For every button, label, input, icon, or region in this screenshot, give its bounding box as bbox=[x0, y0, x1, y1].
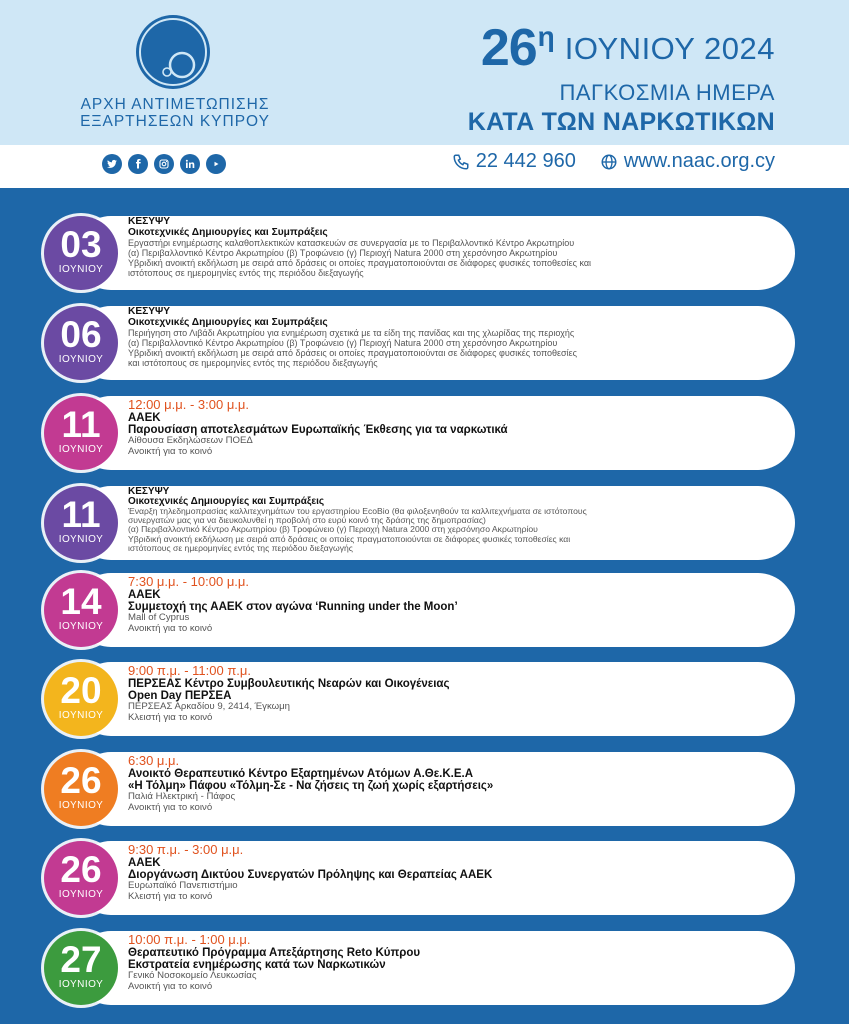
event-detail: (α) Περιβαλλοντικό Κέντρο Ακρωτηρίου (β) Τροφώνειο (γ) Περιοχή Natura 2000 στη χερσόνησο Ακρωτηρίου bbox=[128, 524, 538, 535]
linkedin-icon[interactable] bbox=[180, 154, 200, 174]
event-content bbox=[128, 306, 755, 381]
date-badge bbox=[44, 306, 118, 380]
event-detail: συνεργατών μας για να διευκολυνθεί η προβολή στο ευρύ κοινό της δράσης της δημοπρασίας) bbox=[128, 515, 486, 526]
event-detail: Αίθουσα Εκδηλώσεων ΠΟΕΔ bbox=[128, 435, 253, 446]
phone-number[interactable]: 22 442 960 bbox=[475, 150, 576, 172]
event-headline: Διοργάνωση Δικτύου Συνεργατών Πρόληψης και Θεραπείας ΑΑΕΚ bbox=[128, 869, 493, 881]
event-detail: Κλειστή για το κοινό bbox=[128, 711, 213, 723]
event-detail: Έναρξη τηλεδημοπρασίας καλλιτεχνημάτων του εργαστηρίου EcoBio (θα φιλοξενηθούν τα καλλιτεχνήματα σε ιστότοπους bbox=[128, 506, 587, 516]
event-detail: Υβριδική ανοικτή εκδήλωση με σειρά από δράσεις οι οποίες πραγματοποιούνται σε διάφορες φυσικές τοποθεσίες και bbox=[128, 258, 592, 268]
event-content bbox=[128, 216, 755, 291]
event-organizer: ΚΕΣΥΨΥ bbox=[128, 216, 171, 227]
date-badge-day: 11 bbox=[61, 494, 101, 535]
date-month-year: ΙΟΥΝΙΟΥ 2024 bbox=[564, 31, 775, 66]
event-organizer: ΠΕΡΣΕΑΣ Κέντρο Συμβουλευτικής Νεαρών και Οικογένειας bbox=[128, 678, 450, 690]
event-headline: Οικοτεχνικές Δημιουργίες και Συμπράξεις bbox=[128, 316, 328, 328]
event-detail: Ανοικτή για το κοινό bbox=[128, 445, 213, 457]
organization-name bbox=[60, 96, 290, 130]
event-row bbox=[44, 841, 795, 915]
event-detail: Κλειστή για το κοινό bbox=[128, 890, 213, 902]
date-badge bbox=[44, 752, 118, 826]
website-link[interactable]: www.naac.org.cy bbox=[623, 150, 775, 172]
date-badge-month: ΙΟΥΝΙΟΥ bbox=[58, 800, 104, 811]
event-detail: Mall of Cyprus bbox=[128, 612, 190, 623]
event-detail: Υβριδική ανοικτή εκδήλωση με σειρά από δράσεις οι οποίες πραγματοποιούνται σε διάφορες φυσικές τοποθεσίες bbox=[128, 348, 577, 358]
event-detail: Περιήγηση στο Λιβάδι Ακρωτηρίου για ενημέρωση σχετικά με τα είδη της πανίδας και της χλωρίδας της περιοχής bbox=[128, 328, 575, 338]
event-content bbox=[128, 486, 755, 561]
event-time: 9:00 π.μ. - 11:00 π.μ. bbox=[128, 663, 252, 678]
date-badge-day: 20 bbox=[60, 670, 102, 711]
date-badge-month: ΙΟΥΝΙΟΥ bbox=[58, 354, 104, 365]
event-organizer: ΑΑΕΚ bbox=[128, 589, 161, 601]
event-detail: Ευρωπαϊκό Πανεπιστήμιο bbox=[128, 880, 238, 891]
event-content bbox=[128, 841, 755, 917]
social-links bbox=[102, 154, 226, 174]
event-detail: και ιστότοπους σε ημερομηνίες εντός της περιόδου διεξαγωγής bbox=[128, 358, 378, 368]
event-date-heading bbox=[480, 19, 775, 77]
event-time: 12:00 μ.μ. - 3:00 μ.μ. bbox=[128, 397, 250, 412]
event-content bbox=[128, 931, 755, 1007]
facebook-icon[interactable] bbox=[128, 154, 148, 174]
event-time: 6:30 μ.μ. bbox=[128, 753, 180, 768]
org-name-line2: ΕΞΑΡΤΗΣΕΩΝ ΚΥΠΡΟΥ bbox=[80, 113, 270, 130]
event-headline: «Η Τόλμη» Πάφου «Τόλμη-Σε - Να ζήσεις τη ζωή χωρίς εξαρτήσεις» bbox=[128, 780, 494, 792]
date-badge-day: 14 bbox=[60, 581, 102, 622]
event-detail: Εργαστήρι ενημέρωσης καλαθοπλεκτικών κατασκευών σε συνεργασία με το Περιβαλλοντικό Κέντρο Ακρωτηρίου bbox=[128, 238, 575, 248]
date-badge-day: 27 bbox=[60, 939, 102, 980]
date-badge-month: ΙΟΥΝΙΟΥ bbox=[58, 534, 104, 545]
event-detail: Γενικό Νοσοκομείο Λευκωσίας bbox=[128, 970, 257, 981]
event-detail: ΠΕΡΣΕΑΣ Αρκαδίου 9, 2414, Έγκωμη bbox=[128, 701, 291, 712]
title-line2: ΚΑΤΑ ΤΩΝ ΝΑΡΚΩΤΙΚΩΝ bbox=[467, 108, 775, 136]
event-detail: Ανοικτή για το κοινό bbox=[128, 622, 213, 634]
date-badge-month: ΙΟΥΝΙΟΥ bbox=[58, 264, 104, 275]
event-content bbox=[128, 573, 755, 649]
event-headline: Open Day ΠΕΡΣΕΑ bbox=[128, 690, 232, 702]
event-headline: Οικοτεχνικές Δημιουργίες και Συμπράξεις bbox=[128, 226, 328, 238]
date-badge bbox=[44, 486, 118, 560]
event-detail: Ανοικτή για το κοινό bbox=[128, 801, 213, 813]
phone-icon bbox=[452, 153, 470, 171]
date-badge-month: ΙΟΥΝΙΟΥ bbox=[58, 710, 104, 721]
event-content bbox=[128, 396, 755, 472]
event-time: 10:00 π.μ. - 1:00 μ.μ. bbox=[128, 932, 251, 947]
event-row bbox=[44, 662, 795, 736]
event-organizer: ΑΑΕΚ bbox=[128, 412, 161, 424]
date-badge-day: 26 bbox=[60, 849, 102, 890]
event-detail: Ανοικτή για το κοινό bbox=[128, 980, 213, 992]
event-detail: ιστότοπους σε ημερομηνίες εντός της περιόδου διεξαγωγής bbox=[128, 268, 364, 278]
event-content bbox=[128, 662, 755, 738]
event-headline: Εκστρατεία ενημέρωσης κατά των Ναρκωτικών bbox=[128, 959, 386, 971]
event-row bbox=[44, 573, 795, 647]
event-detail: ιστότοπους σε ημερομηνίες εντός της περιόδου διεξαγωγής bbox=[128, 542, 353, 553]
event-row bbox=[44, 306, 795, 380]
date-badge bbox=[44, 841, 118, 915]
contact-info bbox=[452, 150, 775, 173]
org-name-line1: ΑΡΧΗ ΑΝΤΙΜΕΤΩΠΙΣΗΣ bbox=[80, 96, 270, 113]
event-detail: Παλιά Ηλεκτρική - Πάφος bbox=[128, 791, 236, 802]
date-number: 26 bbox=[480, 19, 537, 77]
date-badge bbox=[44, 931, 118, 1005]
instagram-icon[interactable] bbox=[154, 154, 174, 174]
date-badge bbox=[44, 396, 118, 470]
globe-icon bbox=[600, 153, 618, 171]
event-content bbox=[128, 752, 755, 828]
event-organizer: ΚΕΣΥΨΥ bbox=[128, 306, 171, 317]
event-organizer: Ανοικτό Θεραπευτικό Κέντρο Εξαρτημένων Ατόμων Α.Θε.Κ.Ε.Α bbox=[128, 768, 474, 780]
date-badge-month: ΙΟΥΝΙΟΥ bbox=[58, 979, 104, 990]
date-badge-month: ΙΟΥΝΙΟΥ bbox=[58, 889, 104, 900]
event-time: 9:30 π.μ. - 3:00 μ.μ. bbox=[128, 842, 244, 857]
date-badge-month: ΙΟΥΝΙΟΥ bbox=[58, 621, 104, 632]
date-badge-month: ΙΟΥΝΙΟΥ bbox=[58, 444, 104, 455]
event-row bbox=[44, 216, 795, 290]
date-badge-day: 06 bbox=[60, 314, 102, 355]
date-suffix: η bbox=[537, 21, 555, 52]
event-detail: (α) Περιβαλλοντικό Κέντρο Ακρωτηρίου (β) Τροφώνειο (γ) Περιοχή Natura 2000 στη χερσόνησο Ακρωτηρίου bbox=[128, 248, 558, 258]
event-time: 7:30 μ.μ. - 10:00 μ.μ. bbox=[128, 574, 250, 589]
event-headline: Παρουσίαση αποτελεσμάτων Ευρωπαϊκής Έκθεσης για τα ναρκωτικά bbox=[128, 424, 508, 436]
event-row bbox=[44, 396, 795, 470]
event-detail: (α) Περιβαλλοντικό Κέντρο Ακρωτηρίου (β) Τροφώνειο (γ) Περιοχή Natura 2000 στη χερσόνησο Ακρωτηρίου bbox=[128, 338, 558, 348]
event-detail: Υβριδική ανοικτή εκδήλωση με σειρά από δράσεις οι οποίες πραγματοποιούνται σε διάφορες φυσικές τοποθεσίες και bbox=[128, 533, 571, 544]
twitter-icon[interactable] bbox=[102, 154, 122, 174]
date-badge bbox=[44, 573, 118, 647]
date-badge-day: 26 bbox=[60, 760, 102, 801]
event-row bbox=[44, 486, 795, 560]
title-line1: ΠΑΓΚΟΣΜΙΑ ΗΜΕΡΑ bbox=[559, 80, 775, 105]
youtube-icon[interactable] bbox=[206, 154, 226, 174]
date-badge bbox=[44, 216, 118, 290]
event-organizer: ΑΑΕΚ bbox=[128, 857, 161, 869]
event-row bbox=[44, 931, 795, 1005]
event-organizer: ΚΕΣΥΨΥ bbox=[128, 486, 170, 497]
event-headline: Οικοτεχνικές Δημιουργίες και Συμπράξεις bbox=[128, 496, 325, 507]
event-headline: Συμμετοχή της ΑΑΕΚ στον αγώνα ‘Running under the Moon’ bbox=[128, 601, 458, 613]
naac-logo bbox=[133, 12, 213, 92]
date-badge-day: 11 bbox=[61, 404, 101, 445]
event-row bbox=[44, 752, 795, 826]
date-badge-day: 03 bbox=[60, 224, 102, 265]
date-badge bbox=[44, 662, 118, 736]
event-organizer: Θεραπευτικό Πρόγραμμα Απεξάρτησης Reto Κύπρου bbox=[128, 947, 421, 959]
